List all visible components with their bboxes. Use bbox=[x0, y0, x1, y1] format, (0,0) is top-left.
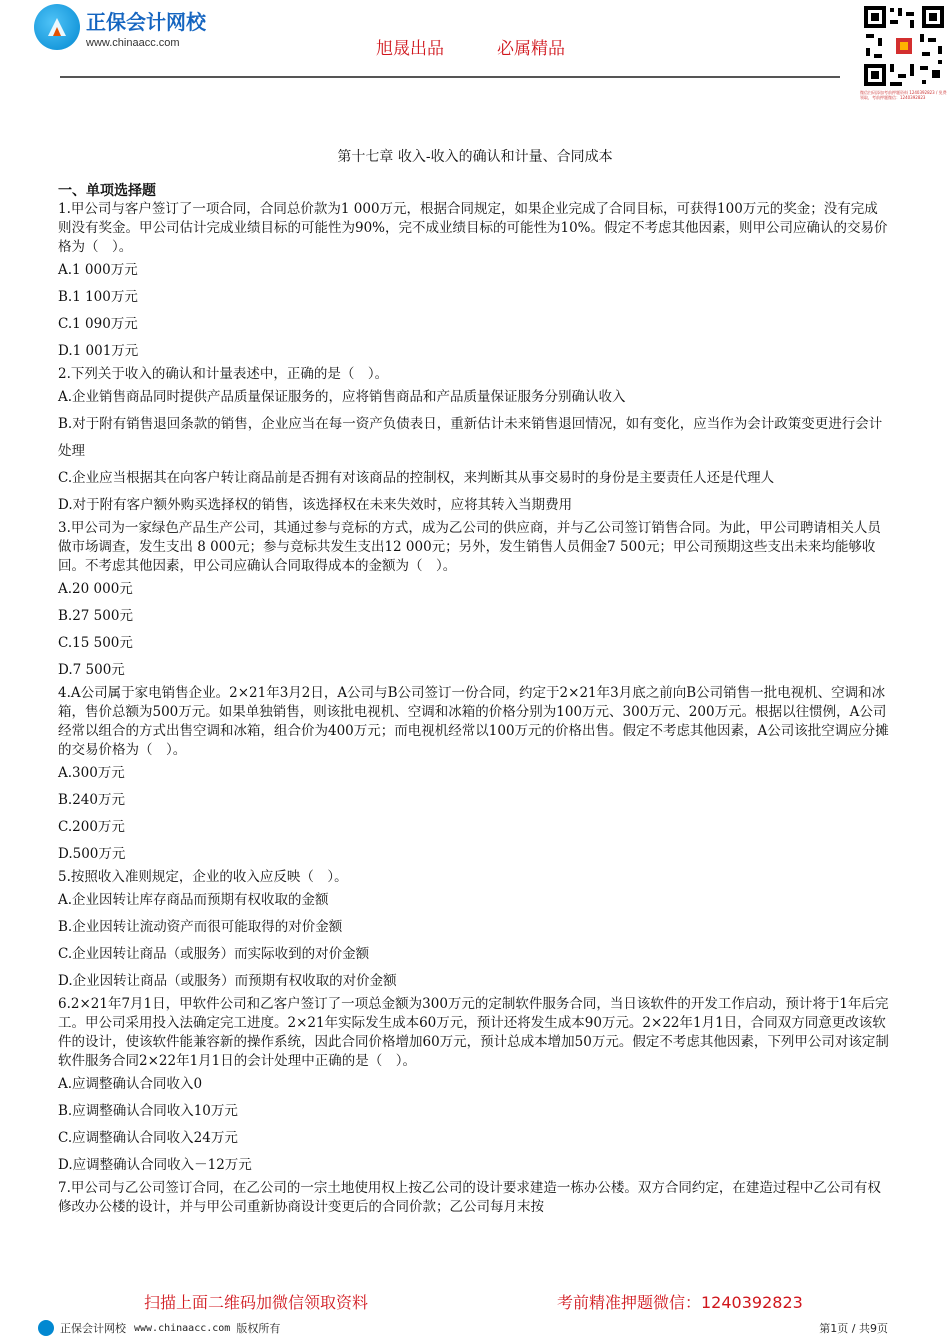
page-title: 第十七章 收入-收入的确认和计量、合同成本 bbox=[337, 149, 613, 165]
question-7 bbox=[58, 1179, 890, 1217]
option-d[interactable]: D.7 500元 bbox=[58, 662, 125, 678]
slogan-right: 必属精品 bbox=[497, 39, 565, 59]
question-2 bbox=[58, 365, 890, 519]
footer-brand: 正保会计网校 bbox=[60, 1322, 126, 1335]
question-stem: 5.按照收入准则规定，企业的收入应反映（ ）。 bbox=[58, 869, 348, 885]
option-c[interactable]: C.1 090万元 bbox=[58, 316, 138, 332]
option-c[interactable]: C.15 500元 bbox=[58, 635, 133, 651]
question-stem: 4.A公司属于家电销售企业。2×21年3月2日，A公司与B公司签订一份合同，约定于2×21年3月底之前向B公司销售一批电视机、空调和冰箱，售价总额为500万元。如果单独销售，则该批电视机、空调和冰箱的价格分别为100万元、300万元、200万元。根据以往惯例，A公司经常以组合的方式出售空调和冰箱，组合价为400万元；而电视机经常以100万元的价格出售。假定不考虑其他因素，A公司该批空调应分摊的交易价格为（ ）。 bbox=[58, 685, 889, 758]
question-3 bbox=[58, 519, 890, 684]
option-a[interactable]: A.1 000万元 bbox=[58, 262, 138, 278]
option-b[interactable]: B.240万元 bbox=[58, 792, 125, 808]
option-c[interactable]: C.企业应当根据其在向客户转让商品前是否拥有对该商品的控制权，来判断其从事交易时的身份是主要责任人还是代理人 bbox=[58, 470, 775, 486]
option-a[interactable]: A.20 000元 bbox=[58, 581, 133, 597]
footer-url[interactable]: www.chinaacc.com bbox=[134, 1322, 231, 1334]
question-stem: 2.下列关于收入的确认和计量表述中，正确的是（ ）。 bbox=[58, 366, 389, 382]
option-a[interactable]: A.应调整确认合同收入0 bbox=[58, 1076, 203, 1092]
logo-url: www.chinaacc.com bbox=[86, 36, 180, 49]
option-d[interactable]: D.对于附有客户额外购买选择权的销售，该选择权在未来失效时，应将其转入当期费用 bbox=[58, 497, 573, 513]
logo-mark-icon bbox=[34, 4, 80, 50]
qr-code-icon bbox=[862, 4, 946, 88]
option-b[interactable]: B.1 100万元 bbox=[58, 289, 138, 305]
promo-right: 考前精准押题微信：1240392823 bbox=[557, 1293, 803, 1312]
slogan-left: 旭晟出品 bbox=[376, 39, 444, 59]
question-stem: 1.甲公司与客户签订了一项合同，合同总价款为1 000万元，根据合同规定，如果企业完成了合同目标，可获得100万元的奖金；没有完成则没有奖金。甲公司估计完成业绩目标的可能性为90%，完不成业绩目标的可能性为10%。假定不考虑其他因素，则甲公司应确认的交易价格为（ ）。 bbox=[58, 201, 888, 255]
question-stem: 6.2×21年7月1日，甲软件公司和乙客户签订了一项总金额为300万元的定制软件服务合同，当日该软件的开发工作启动，预计将于1年后完工。甲公司采用投入法确定完工进度。2×21年实际发生成本60万元，预计还将发生成本90万元。2×22年1月1日，合同双方同意更改该软件的设计，使该软件能兼容新的操作系统，因此合同价格增加60万元，预计总成本增加50万元。假定不考虑其他因素，下列甲公司对该定制软件服务合同2×22年1月1日的会计处理中正确的是（ ）。 bbox=[58, 996, 889, 1069]
option-d[interactable]: D.1 001万元 bbox=[58, 343, 139, 359]
option-a[interactable]: A.300万元 bbox=[58, 765, 125, 781]
question-5 bbox=[58, 868, 890, 995]
header-divider bbox=[60, 76, 840, 78]
option-a[interactable]: A.企业销售商品同时提供产品质量保证服务的，应将销售商品和产品质量保证服务分别确认收入 bbox=[58, 389, 626, 405]
section-heading: 一、单项选择题 bbox=[58, 183, 156, 199]
option-c[interactable]: C.企业因转让商品（或服务）而实际收到的对价金额 bbox=[58, 946, 370, 962]
footer-rights: 版权所有 bbox=[236, 1322, 281, 1335]
logo-name: 正保会计网校 bbox=[86, 11, 206, 34]
question-4 bbox=[58, 684, 890, 868]
option-c[interactable]: C.应调整确认合同收入24万元 bbox=[58, 1130, 238, 1146]
option-b[interactable]: B.对于附有销售退回条款的销售，企业应当在每一资产负债表日，重新估计未来销售退回情况，如有变化，应当作为会计政策变更进行会计处理 bbox=[58, 416, 883, 459]
page-header bbox=[0, 0, 950, 110]
option-d[interactable]: D.应调整确认合同收入－12万元 bbox=[58, 1157, 252, 1173]
option-d[interactable]: D.企业因转让商品（或服务）而预期有权收取的对价金额 bbox=[58, 973, 397, 989]
option-b[interactable]: B.应调整确认合同收入10万元 bbox=[58, 1103, 238, 1119]
question-list bbox=[58, 182, 890, 1217]
option-d[interactable]: D.500万元 bbox=[58, 846, 126, 862]
option-a[interactable]: A.企业因转让库存商品而预期有权收取的金额 bbox=[58, 892, 329, 908]
qr-note: 微信扫码添加考前押题资料 1240392823 / 免费领取，考前押题微信：1240392823 bbox=[860, 90, 947, 100]
question-stem: 3.甲公司为一家绿色产品生产公司，其通过参与竞标的方式，成为乙公司的供应商，并与乙公司签订销售合同。为此，甲公司聘请相关人员做市场调查，发生支出 8 000元；参与竞标共发生支出12 000元；另外，发生销售人员佣金7 500元；甲公司预期这些支出未来均能够收回。不考虑其他因素，甲公司应确认合同取得成本的金额为（ ）。 bbox=[58, 520, 881, 574]
site-logo[interactable] bbox=[34, 4, 206, 50]
question-1 bbox=[58, 200, 890, 365]
promo-left: 扫描上面二维码加微信领取资料 bbox=[144, 1293, 369, 1312]
option-b[interactable]: B.27 500元 bbox=[58, 608, 133, 624]
page-footer bbox=[38, 1320, 888, 1340]
question-stem: 7.甲公司与乙公司签订合同，在乙公司的一宗土地使用权上按乙公司的设计要求建造一栋办公楼。双方合同约定，在建造过程中乙公司有权修改办公楼的设计，并与甲公司重新协商设计变更后的合同价款；乙公司每月末按 bbox=[58, 1180, 881, 1215]
footer-logo-icon bbox=[38, 1320, 54, 1336]
question-6 bbox=[58, 995, 890, 1179]
page-number: 第1页 / 共9页 bbox=[819, 1322, 888, 1335]
option-b[interactable]: B.企业因转让流动资产而很可能取得的对价金额 bbox=[58, 919, 343, 935]
option-c[interactable]: C.200万元 bbox=[58, 819, 125, 835]
